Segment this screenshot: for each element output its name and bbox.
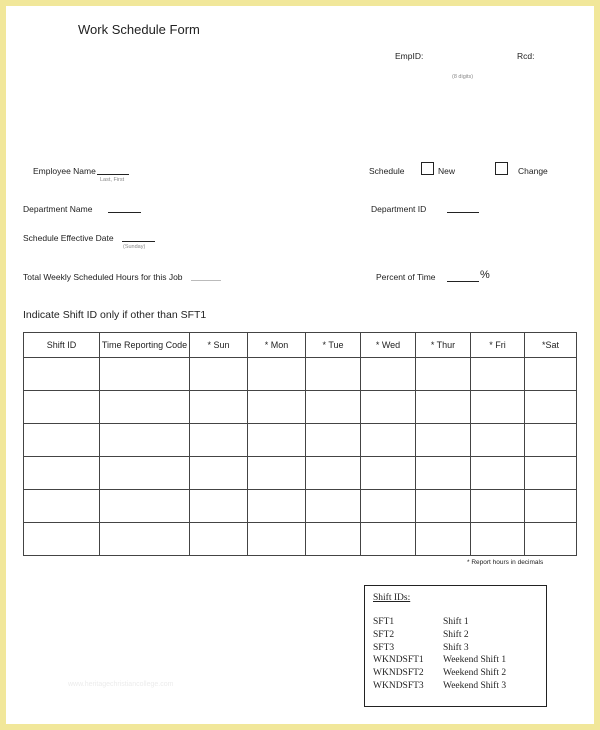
table-cell[interactable] [100, 457, 190, 490]
table-cell[interactable] [306, 391, 361, 424]
department-id-label: Department ID [371, 204, 427, 214]
table-cell[interactable] [471, 391, 525, 424]
table-cell[interactable] [416, 391, 471, 424]
shift-id-name: Weekend Shift 3 [443, 681, 507, 691]
table-cell[interactable] [248, 457, 306, 490]
table-cell[interactable] [361, 358, 416, 391]
hours-footnote: * Report hours in decimals [467, 559, 544, 566]
shift-ids-title: Shift IDs: [373, 593, 411, 603]
table-cell[interactable] [361, 523, 416, 556]
page-border-bottom [0, 724, 600, 730]
weekly-hours-field[interactable] [191, 280, 221, 281]
table-cell[interactable] [525, 358, 577, 391]
new-label: New [438, 166, 456, 176]
table-cell[interactable] [190, 523, 248, 556]
table-cell[interactable] [190, 358, 248, 391]
header-time-reporting-code: Time Reporting Code [100, 333, 190, 358]
empid-label: EmpID: [395, 51, 424, 61]
employee-name-field[interactable] [97, 174, 129, 175]
table-cell[interactable] [471, 523, 525, 556]
schedule-label: Schedule [369, 166, 405, 176]
header-shift-id: Shift ID [24, 333, 100, 358]
table-cell[interactable] [248, 391, 306, 424]
table-cell[interactable] [306, 523, 361, 556]
header-tue: * Tue [306, 333, 361, 358]
department-name-field[interactable] [108, 212, 141, 213]
table-cell[interactable] [24, 391, 100, 424]
table-cell[interactable] [525, 391, 577, 424]
table-cell[interactable] [525, 457, 577, 490]
table-cell[interactable] [416, 523, 471, 556]
table-cell[interactable] [190, 457, 248, 490]
department-id-field[interactable] [447, 212, 479, 213]
form-title: Work Schedule Form [78, 22, 200, 37]
table-cell[interactable] [416, 424, 471, 457]
change-checkbox[interactable] [495, 162, 508, 175]
header-thur: * Thur [416, 333, 471, 358]
shift-id-code: WKNDSFT1 [373, 655, 424, 666]
page-border-left [0, 0, 6, 730]
watermark: www.heritagechristiancollege.com [68, 681, 174, 688]
employee-name-hint: Last, First [100, 177, 125, 183]
employee-name-label: Employee Name [33, 166, 96, 176]
table-cell[interactable] [100, 358, 190, 391]
effective-date-field[interactable] [122, 241, 155, 242]
shift-id-code: WKNDSFT2 [373, 668, 424, 679]
percent-time-label: Percent of Time [376, 272, 436, 282]
effective-date-label: Schedule Effective Date [23, 233, 114, 243]
page-border-top [0, 0, 600, 6]
table-cell[interactable] [525, 424, 577, 457]
table-row [24, 391, 577, 424]
table-cell[interactable] [190, 391, 248, 424]
table-cell[interactable] [24, 457, 100, 490]
shift-ids-legend [364, 585, 547, 707]
change-label: Change [518, 166, 548, 176]
table-cell[interactable] [100, 424, 190, 457]
table-cell[interactable] [306, 457, 361, 490]
effective-date-hint: (Sunday) [123, 244, 146, 250]
shift-id-name: Shift 3 [443, 642, 469, 653]
table-cell[interactable] [525, 523, 577, 556]
rcd-label: Rcd: [517, 51, 535, 61]
table-cell[interactable] [24, 358, 100, 391]
department-name-label: Department Name [23, 204, 93, 214]
table-cell[interactable] [471, 457, 525, 490]
table-row [24, 490, 577, 523]
shift-id-name: Shift 2 [443, 629, 469, 640]
table-row [24, 457, 577, 490]
table-header-row [24, 333, 577, 358]
header-mon: * Mon [248, 333, 306, 358]
page-border-right [594, 0, 600, 730]
table-cell[interactable] [361, 391, 416, 424]
table-cell[interactable] [190, 490, 248, 523]
table-cell[interactable] [306, 424, 361, 457]
table-cell[interactable] [306, 490, 361, 523]
table-row [24, 424, 577, 457]
shift-id-code: WKNDSFT3 [373, 681, 424, 691]
table-cell[interactable] [24, 490, 100, 523]
shift-id-name: Weekend Shift 2 [443, 668, 507, 679]
shift-id-name: Weekend Shift 1 [443, 655, 507, 666]
table-cell[interactable] [416, 358, 471, 391]
table-cell[interactable] [416, 457, 471, 490]
shift-id-code: SFT1 [373, 617, 395, 627]
new-checkbox[interactable] [421, 162, 434, 175]
table-cell[interactable] [248, 424, 306, 457]
table-cell[interactable] [416, 490, 471, 523]
percent-sign: % [480, 269, 490, 281]
empid-hint: (8 digits) [452, 74, 474, 80]
table-cell[interactable] [100, 523, 190, 556]
table-cell[interactable] [471, 490, 525, 523]
shift-id-code: SFT2 [373, 629, 395, 640]
table-cell[interactable] [248, 358, 306, 391]
table-row [24, 358, 577, 391]
table-cell[interactable] [24, 523, 100, 556]
table-cell[interactable] [248, 490, 306, 523]
header-fri: * Fri [471, 333, 525, 358]
shift-id-name: Shift 1 [443, 617, 469, 627]
table-cell[interactable] [471, 424, 525, 457]
table-cell[interactable] [306, 358, 361, 391]
table-cell[interactable] [24, 424, 100, 457]
table-cell[interactable] [471, 358, 525, 391]
table-cell[interactable] [100, 490, 190, 523]
percent-time-field[interactable] [447, 281, 479, 282]
table-cell[interactable] [361, 424, 416, 457]
header-wed: * Wed [361, 333, 416, 358]
table-row [24, 523, 577, 556]
table-cell[interactable] [100, 391, 190, 424]
table-cell[interactable] [361, 457, 416, 490]
header-sat: *Sat [525, 333, 577, 358]
header-sun: * Sun [190, 333, 248, 358]
weekly-hours-label: Total Weekly Scheduled Hours for this Job [23, 272, 183, 282]
table-cell[interactable] [525, 490, 577, 523]
table-cell[interactable] [248, 523, 306, 556]
shift-instruction: Indicate Shift ID only if other than SFT1 [23, 309, 207, 321]
table-cell[interactable] [190, 424, 248, 457]
shift-id-code: SFT3 [373, 642, 395, 653]
schedule-table [23, 332, 577, 556]
table-cell[interactable] [361, 490, 416, 523]
